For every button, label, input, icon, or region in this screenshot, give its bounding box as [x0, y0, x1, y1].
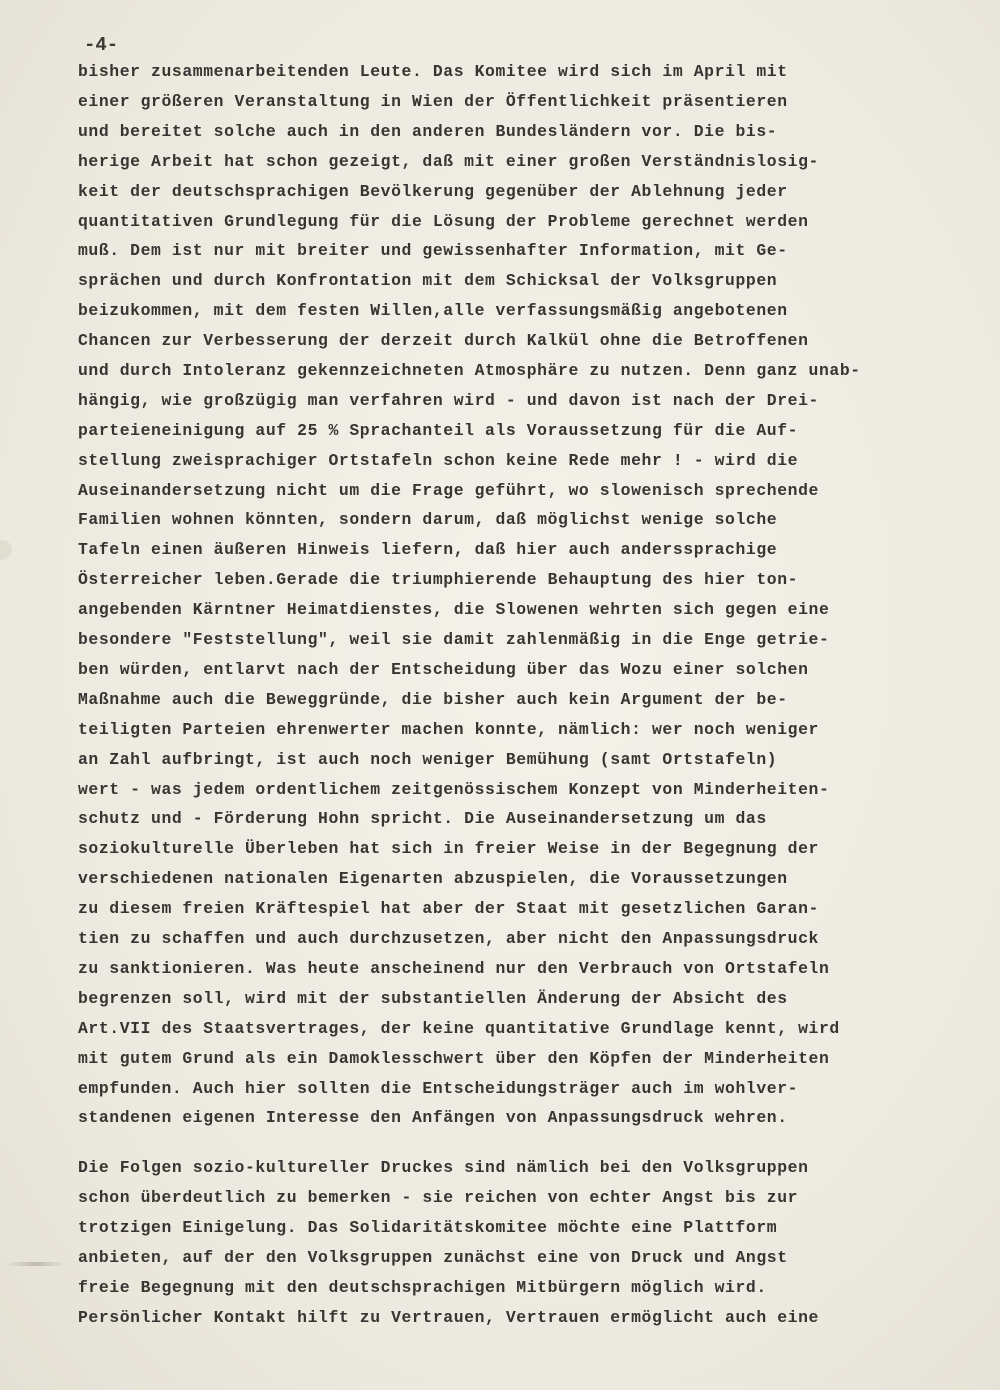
text-line: und durch Intoleranz gekennzeichneten Atmosphäre zu nutzen. Denn ganz unab-: [78, 361, 861, 380]
page-number: -4-: [84, 34, 119, 56]
text-line: quantitativen Grundlegung für die Lösung der Probleme gerechnet werden: [78, 212, 809, 231]
text-line: ben würden, entlarvt nach der Entscheidung über das Wozu einer solchen: [78, 660, 809, 679]
text-line: Art.VII des Staatsvertrages, der keine quantitative Grundlage kennt, wird: [78, 1019, 840, 1038]
text-line: tien zu schaffen und auch durchzusetzen, aber nicht den Anpassungsdruck: [78, 929, 819, 948]
text-line: stellung zweisprachiger Ortstafeln schon keine Rede mehr ! - wird die: [78, 451, 799, 470]
text-line: Persönlicher Kontakt hilft zu Vertrauen, Vertrauen ermöglicht auch eine: [78, 1308, 819, 1327]
punch-hole-mark: [0, 540, 12, 560]
text-line: besondere "Feststellung", weil sie damit zahlenmäßig in die Enge getrie-: [78, 630, 830, 649]
text-line: Tafeln einen äußeren Hinweis liefern, daß hier auch anderssprachige: [78, 540, 778, 559]
text-line: teiligten Parteien ehrenwerter machen konnte, nämlich: wer noch weniger: [78, 720, 819, 739]
text-line: mit gutem Grund als ein Damoklesschwert über den Köpfen der Minderheiten: [78, 1049, 830, 1068]
text-line: freie Begegnung mit den deutschsprachigen Mitbürgern möglich wird.: [78, 1278, 767, 1297]
text-line: und bereitet solche auch in den anderen Bundesländern vor. Die bis-: [78, 122, 778, 141]
text-line: sprächen und durch Konfrontation mit dem Schicksal der Volksgruppen: [78, 271, 778, 290]
text-line: einer größeren Veranstaltung in Wien der Öffentlichkeit präsentieren: [78, 92, 788, 111]
text-line: bisher zusammenarbeitenden Leute. Das Komitee wird sich im April mit: [78, 62, 788, 81]
text-line: zu diesem freien Kräftespiel hat aber der Staat mit gesetzlichen Garan-: [78, 899, 819, 918]
text-line: hängig, wie großzügig man verfahren wird - und davon ist nach der Drei-: [78, 391, 819, 410]
text-line: anbieten, auf der den Volksgruppen zunächst eine von Druck und Angst: [78, 1248, 788, 1267]
text-line: angebenden Kärntner Heimatdienstes, die Slowenen wehrten sich gegen eine: [78, 600, 830, 619]
text-line: begrenzen soll, wird mit der substantiellen Änderung der Absicht des: [78, 989, 788, 1008]
text-line: schon überdeutlich zu bemerken - sie reichen von echter Angst bis zur: [78, 1188, 799, 1207]
text-line: zu sanktionieren. Was heute anscheinend nur den Verbrauch von Ortstafeln: [78, 959, 830, 978]
text-line: Maßnahme auch die Beweggründe, die bisher auch kein Argument der be-: [78, 690, 788, 709]
text-line: muß. Dem ist nur mit breiter und gewissenhafter Information, mit Ge-: [78, 241, 788, 260]
text-line: keit der deutschsprachigen Bevölkerung gegenüber der Ablehnung jeder: [78, 182, 788, 201]
text-line: Familien wohnen könnten, sondern darum, daß möglichst wenige solche: [78, 510, 778, 529]
text-line: soziokulturelle Überleben hat sich in freier Weise in der Begegnung der: [78, 839, 819, 858]
text-line: an Zahl aufbringt, ist auch noch weniger Bemühung (samt Ortstafeln): [78, 750, 778, 769]
text-line: standenen eigenen Interesse den Anfängen von Anpassungsdruck wehren.: [78, 1108, 788, 1127]
text-line: trotzigen Einigelung. Das Solidaritätskomitee möchte eine Plattform: [78, 1218, 778, 1237]
text-line: parteieneinigung auf 25 % Sprachanteil als Voraussetzung für die Auf-: [78, 421, 799, 440]
scan-artifact: [6, 1262, 66, 1266]
text-line: schutz und - Förderung Hohn spricht. Die Auseinandersetzung um das: [78, 809, 767, 828]
text-line: Auseinandersetzung nicht um die Frage geführt, wo slowenisch sprechende: [78, 481, 819, 500]
text-line: Die Folgen sozio-kultureller Druckes sind nämlich bei den Volksgruppen: [78, 1158, 809, 1177]
text-line: verschiedenen nationalen Eigenarten abzuspielen, die Voraussetzungen: [78, 869, 788, 888]
text-line: wert - was jedem ordentlichem zeitgenössischem Konzept von Minderheiten-: [78, 780, 830, 799]
text-line: Österreicher leben.Gerade die triumphierende Behauptung des hier ton-: [78, 570, 799, 589]
text-line: empfunden. Auch hier sollten die Entscheidungsträger auch im wohlver-: [78, 1079, 799, 1098]
text-line: Chancen zur Verbesserung der derzeit durch Kalkül ohne die Betroffenen: [78, 331, 809, 350]
text-line: herige Arbeit hat schon gezeigt, daß mit einer großen Verständnislosig-: [78, 152, 819, 171]
text-line: beizukommen, mit dem festen Willen,alle verfassungsmäßig angebotenen: [78, 301, 788, 320]
